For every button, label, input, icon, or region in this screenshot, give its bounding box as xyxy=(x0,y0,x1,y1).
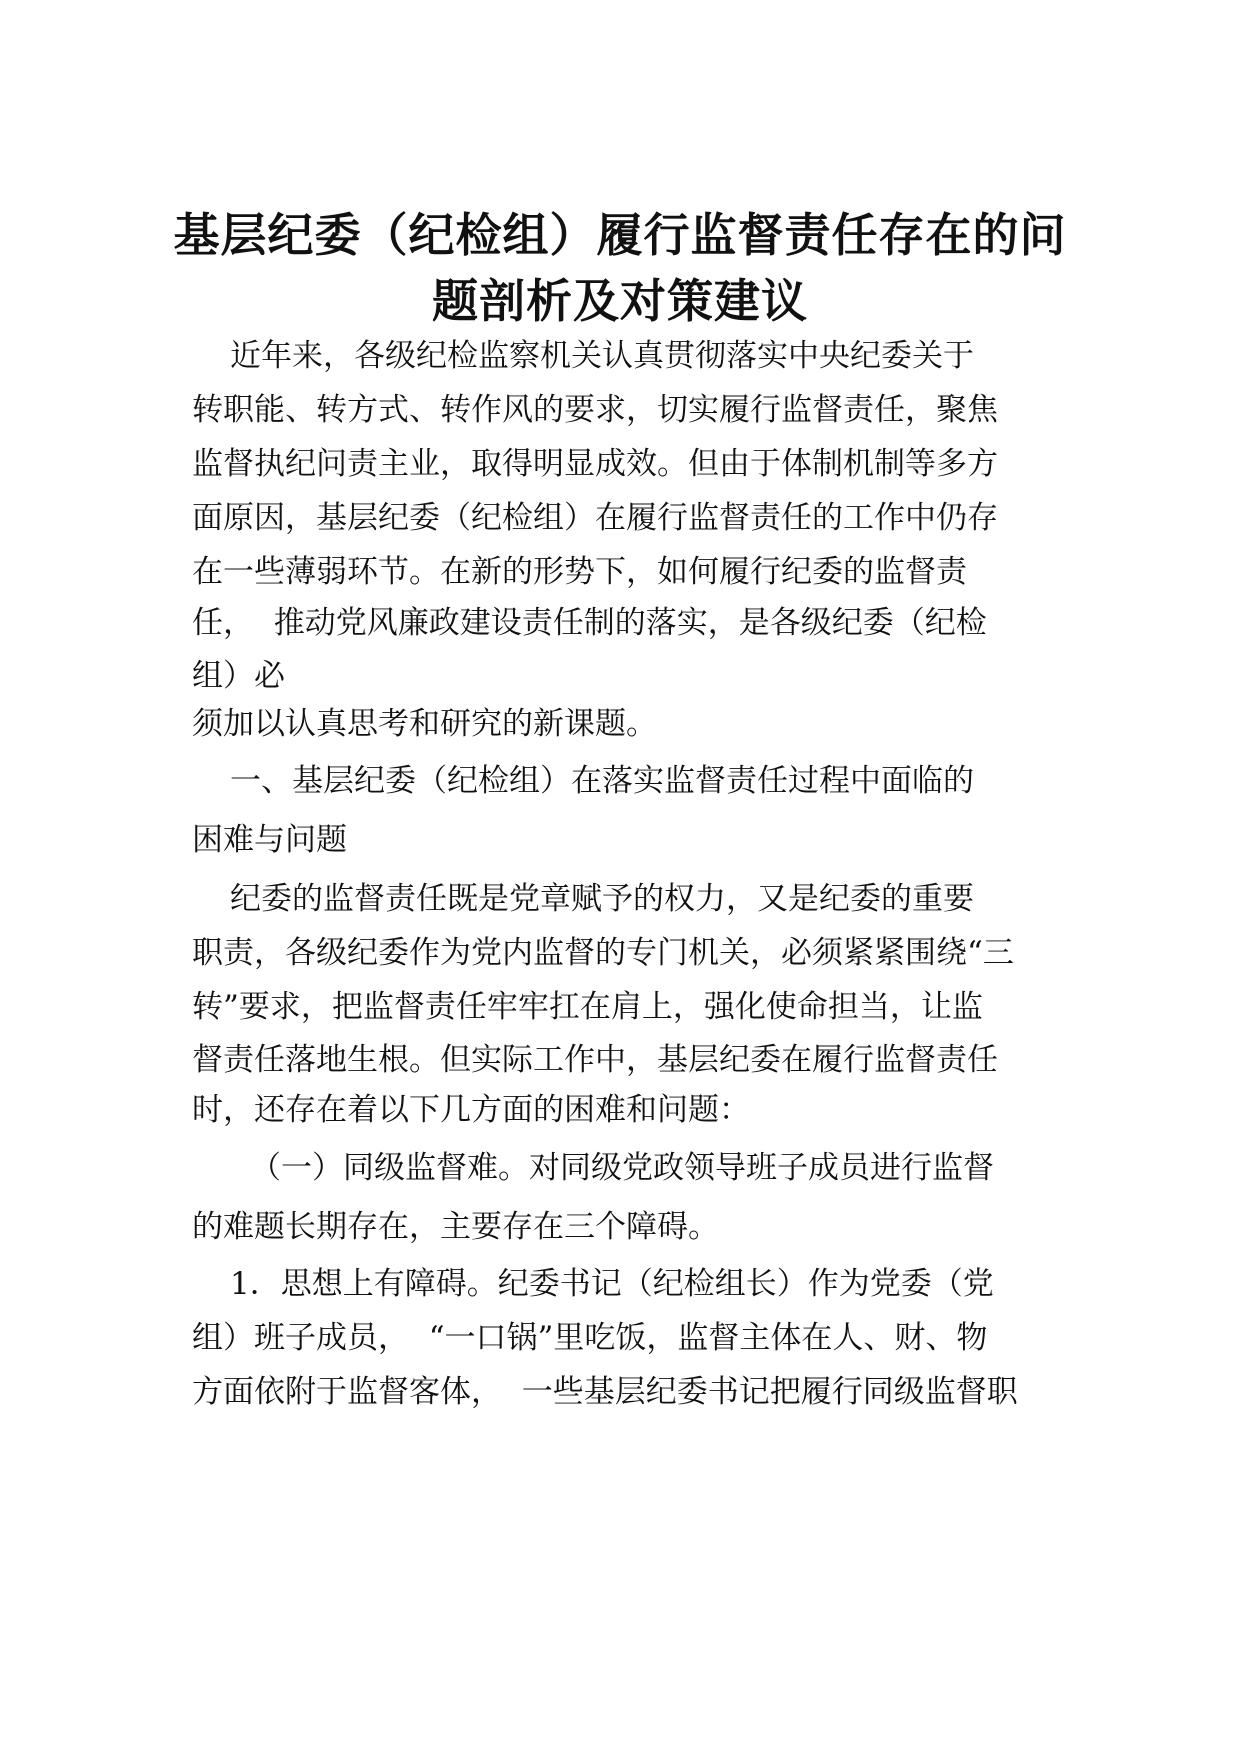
paragraph-line: 任， 推动党风廉政建设责任制的落实，是各级纪委（纪检 xyxy=(192,605,987,641)
paragraph-line: 组）班子成员， “一口锅”里吃饭，监督主体在人、财、物 xyxy=(192,1320,988,1356)
paragraph-line: 面原因，基层纪委（纪检组）在履行监督责任的工作中仍存 xyxy=(192,500,998,536)
document-title-line-2: 题剖析及对策建议 xyxy=(432,274,808,328)
section-heading-line: 困难与问题 xyxy=(192,822,347,858)
paragraph-line: 在一些薄弱环节。在新的形势下，如何履行纪委的监督责 xyxy=(192,554,967,590)
subsection-heading-line: 的难题长期存在，主要存在三个障碍。 xyxy=(192,1209,719,1245)
paragraph-line: 组）必 xyxy=(192,658,285,694)
paragraph-line: 督责任落地生根。但实际工作中，基层纪委在履行监督责任 xyxy=(192,1042,998,1078)
paragraph-line: 转职能、转方式、转作风的要求，切实履行监督责任，聚焦 xyxy=(192,392,998,428)
paragraph-line: 须加以认真思考和研究的新课题。 xyxy=(192,706,657,742)
paragraph-line: 时，还存在着以下几方面的困难和问题： xyxy=(192,1092,750,1128)
paragraph-line: 监督执纪问责主业，取得明显成效。但由于体制机制等多方 xyxy=(192,446,998,482)
paragraph-line: 方面依附于监督客体， 一些基层纪委书记把履行同级监督职 xyxy=(192,1374,1018,1410)
document-title-line-1: 基层纪委（纪检组）履行监督责任存在的问 xyxy=(173,208,1067,262)
paragraph-line: 职责，各级纪委作为党内监督的专门机关，必须紧紧围绕“三 xyxy=(192,935,1014,971)
paragraph-line: 1．思想上有障碍。纪委书记（纪检组长）作为党委（党 xyxy=(230,1266,994,1302)
subsection-heading-line: （一）同级监督难。对同级党政领导班子成员进行监督 xyxy=(250,1150,994,1186)
paragraph-line: 转”要求，把监督责任牢牢扛在肩上，强化使命担当，让监 xyxy=(192,989,983,1025)
paragraph-line: 近年来，各级纪检监察机关认真贯彻落实中央纪委关于 xyxy=(230,338,974,374)
paragraph-line: 纪委的监督责任既是党章赋予的权力，又是纪委的重要 xyxy=(230,881,974,917)
section-heading-line: 一、基层纪委（纪检组）在落实监督责任过程中面临的 xyxy=(230,763,974,799)
